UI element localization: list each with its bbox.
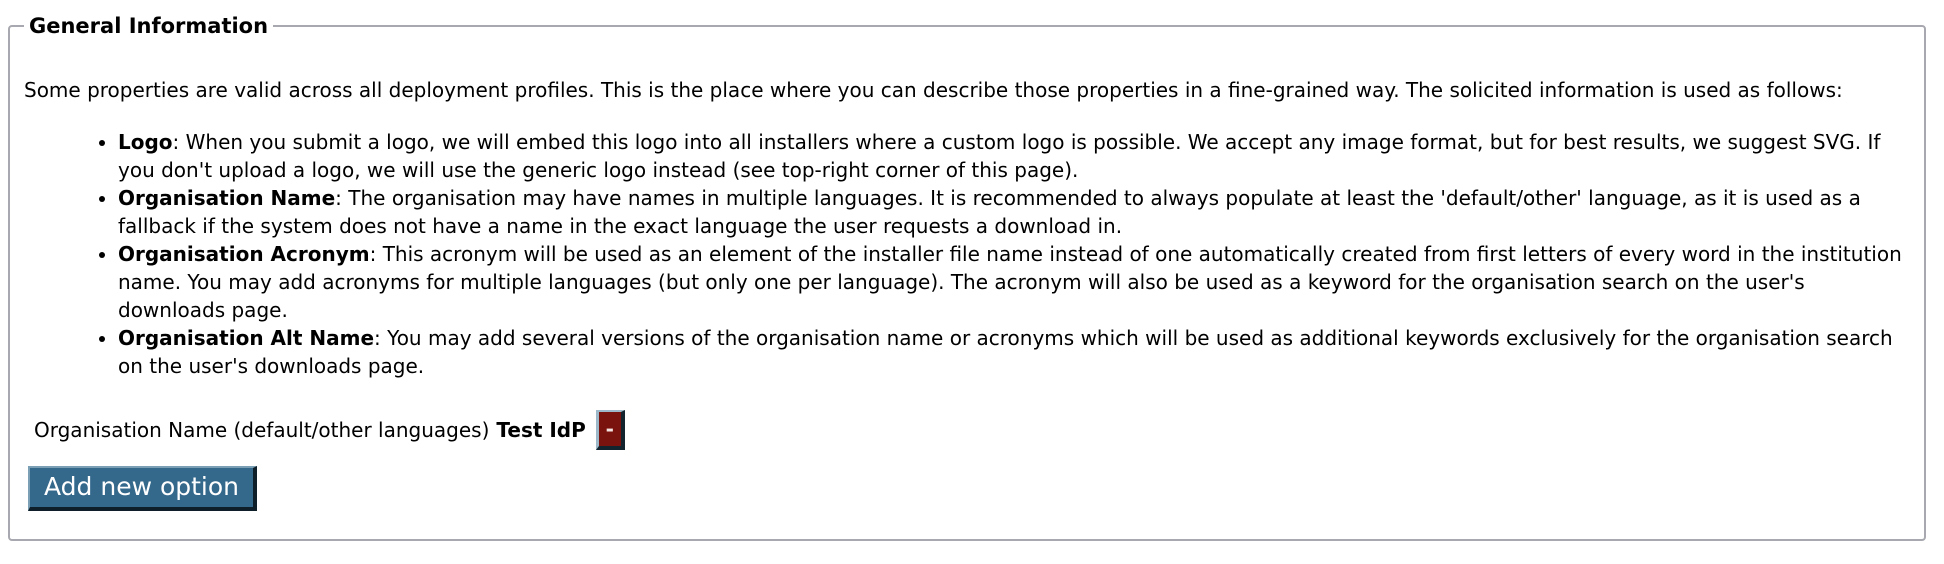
intro-paragraph: Some properties are valid across all deployment profiles. This is the place where you can describe those properties in a fine-grained way. The solicited information is used as follows: (24, 78, 1843, 102)
list-item-term: Logo (118, 130, 173, 154)
option-value: Test IdP (496, 418, 586, 442)
list-item-organisation-name (118, 184, 1912, 240)
list-item-text: : You may add several versions of the organisation name or acronyms which will be used as additional keywords exclusively for the organisation search on the user's downloads page. (118, 326, 1893, 378)
list-item-logo (118, 128, 1912, 184)
list-item-organisation-acronym (118, 240, 1912, 324)
list-item-text: : This acronym will be used as an element of the installer file name instead of one automatically created from first letters of every word in the institution name. You may add acronyms for multiple languages (but only one per language). The acronym will also be used as a keyword for the organisation search on the user's downloads page. (118, 242, 1902, 322)
general-information-section (8, 14, 1926, 541)
list-item-text: : When you submit a logo, we will embed this logo into all installers where a custom logo is possible. We accept any image format, but for best results, we suggest SVG. If you don't upload a logo, we will use the generic logo instead (see top-right corner of this page). (118, 130, 1881, 182)
organisation-name-option-row (34, 410, 1912, 450)
info-list (22, 128, 1912, 380)
list-item-text: : The organisation may have names in multiple languages. It is recommended to always populate at least the 'default/other' language, as it is used as a fallback if the system does not have a name in the exact language the user requests a download in. (118, 186, 1861, 238)
option-label: Organisation Name (default/other languages) (34, 418, 490, 442)
add-new-option-button[interactable]: Add new option (28, 466, 257, 511)
remove-option-button[interactable]: - (596, 410, 625, 450)
list-item-term: Organisation Alt Name (118, 326, 375, 350)
section-title: General Information (29, 14, 269, 38)
list-item-term: Organisation Name (118, 186, 336, 210)
list-item-organisation-alt-name (118, 324, 1912, 380)
list-item-term: Organisation Acronym (118, 242, 370, 266)
